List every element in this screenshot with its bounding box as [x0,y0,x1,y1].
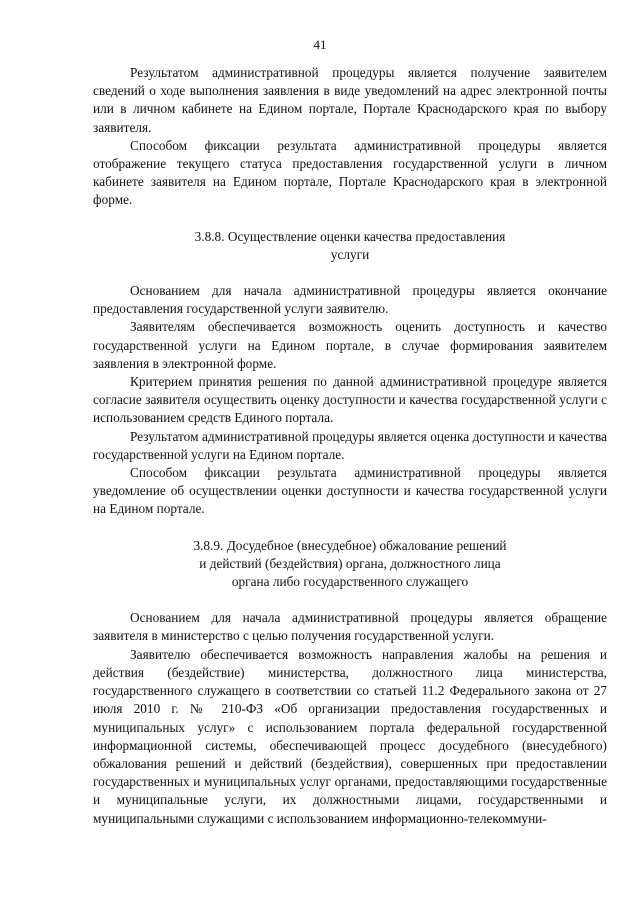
paragraph: Основанием для начала административной процедуры является обращение заявителя в министерство с целью получения государственной услуги. [93,610,607,644]
heading-line: и действий (бездействия) органа, должностного лица [199,555,501,571]
paragraph: Способом фиксации результата административной процедуры является уведомление об осуществлении оценки доступности и качества государственной услуги на Едином портале. [93,465,607,517]
section-heading-3-8-9 [93,537,607,592]
paragraph: Результатом административной процедуры является получение заявителем сведений о ходе выполнения заявления в виде уведомлений на адрес электронной почты или в личном кабинете на Едином портале, Портале Краснодарского края по выбору заявителя. [93,65,607,135]
section-heading-3-8-8 [93,228,607,264]
heading-line: 3.8.9. Досудебное (внесудебное) обжалование решений [193,537,507,553]
page-number: 41 [313,37,327,52]
heading-line: 3.8.8. Осуществление оценки качества предоставления [194,228,506,244]
paragraph: Основанием для начала административной процедуры является окончание предоставления государственной услуги заявителю. [93,283,607,317]
heading-line: услуги [330,246,370,262]
heading-line: органа либо государственного служащего [231,574,469,590]
paragraph: Заявителям обеспечивается возможность оценить доступность и качество государственной услуги на Едином портале, в случае формирования заявителем заявления в электронной форме. [93,319,607,371]
paragraph: Результатом административной процедуры является оценка доступности и качества государственной услуги на Едином портале. [93,428,607,462]
paragraph: Заявителю обеспечивается возможность направления жалобы на решения и действия (бездействие) министерства, должностного лица министерства, государственного служащего в соответствии со статьей 11.2 Федерального закона от 27 июля 2010 г. № 210-ФЗ «Об организации предоставления государственных и муниципальных услуг» с использованием портала федеральной государственной информационной системы, обеспечивающей процесс досудебного (внесудебного) обжалования решений и действий (бездействия), совершенных при предоставлении государственных и муниципальных услуг органами, предоставляющими государственные и муниципальные услуги, их должностными лицами, государственными и муниципальными служащими с использованием информационно-телекоммуни- [93,646,607,826]
paragraph: Критерием принятия решения по данной административной процедуре является согласие заявителя осуществить оценку доступности и качества государственной услуги с использованием средств Единого портала. [93,374,607,426]
page-content [93,64,607,828]
paragraph: Способом фиксации результата административной процедуры является отображение текущего статуса предоставления государственной услуги в личном кабинете заявителя на Едином портале, Портале Краснодарского края в электронной форме. [93,137,607,208]
